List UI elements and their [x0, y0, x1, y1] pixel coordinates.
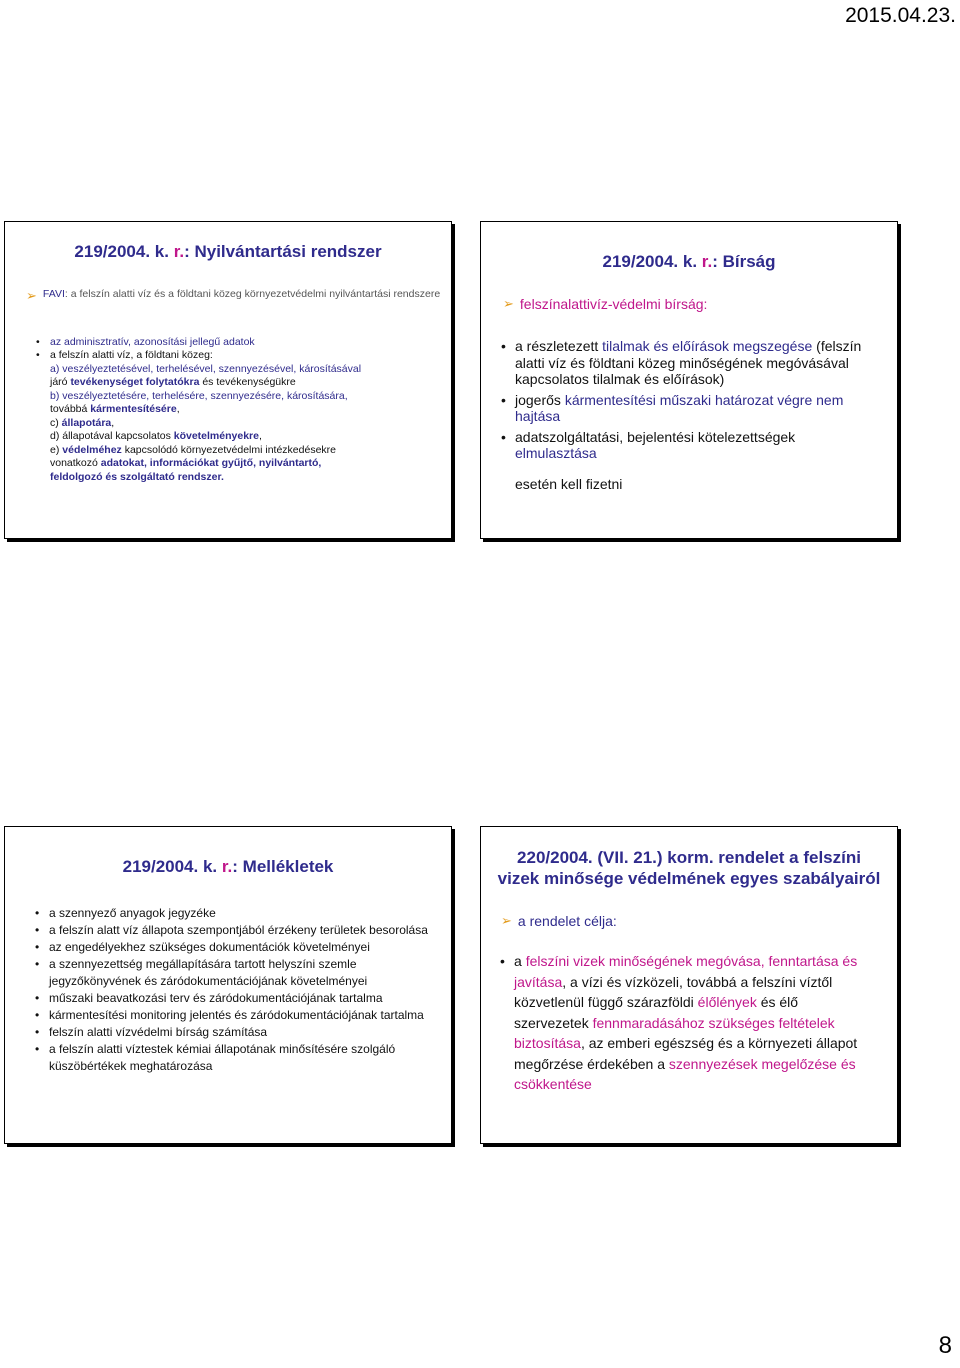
list-item: • a felszín alatti víz, a földtani közeg:: [50, 349, 451, 363]
slide-title: 219/2004. k. r.: Mellékletek: [122, 857, 334, 876]
paragraph-c: c) állapotára,: [50, 416, 115, 429]
bullet-list: [50, 336, 451, 363]
list-item: • felszín alatti vízvédelmi bírság számítása: [49, 1024, 431, 1041]
list-item: • műszaki beavatkozási terv és záródokumentációjának tartalma: [49, 990, 431, 1007]
list-item: • a felszín alatti víztestek kémiai állapotának minősítésére szolgáló küszöbértékek meghatározása: [49, 1041, 431, 1075]
list-item: • a szennyezettség megállapítására tartott helyszíni szemle jegyzőkönyvének és záródokumentációjának követelményei: [49, 956, 431, 990]
arrow-bullet-icon: ➢: [26, 288, 37, 303]
paragraph-d: d) állapotával kapcsolatos követelményekre,: [50, 430, 262, 443]
subheading: ➢ felszínalattivíz-védelmi bírság:: [503, 296, 708, 312]
paragraph-g: feldolgozó és szolgáltató rendszer.: [50, 470, 224, 483]
list-item: • adatszolgáltatási, bejelentési kötelezettségek elmulasztása: [515, 429, 877, 462]
list-item: • a részletezett tilalmak és előírások megszegése (felszín alatti víz és földtani közeg minőségének megóvásával kapcsolatos tilalmak és előírások): [515, 338, 877, 388]
arrow-bullet-icon: ➢: [501, 913, 512, 928]
slide-birsag: [480, 221, 898, 539]
paragraph-a: a) veszélyeztetésével, terhelésével, szennyezésével, károsításával: [50, 362, 362, 375]
page-number: 8: [938, 1332, 952, 1359]
list-item: • a felszíni vizek minőségének megóvása, fenntartása és javítása, a vízi és vízközeli, továbbá a felszíni víztől közvetlenül függő szárazföldi élőlények és élő szervezetek fennmaradásához szükséges feltételek biztosítása, az emberi egészség és a környezeti állapot megőrzése érdekében a szennyezések megelőzése és csökkentése: [514, 951, 869, 1095]
slide-title: 219/2004. k. r.: Nyilvántartási rendszer: [74, 242, 382, 261]
list-item: • a szennyező anyagok jegyzéke: [49, 905, 431, 922]
list-item: • kármentesítési monitoring jelentés és záródokumentációjának tartalma: [49, 1007, 431, 1024]
subheading: ➢ a rendelet célja:: [501, 913, 617, 929]
list-item: • a felszín alatt víz állapota szempontjából érzékeny területek besorolása: [49, 922, 431, 939]
paragraph-f: vonatkozó adatokat, információkat gyűjtő, nyilvántartó,: [50, 457, 322, 470]
arrow-bullet-icon: ➢: [503, 296, 514, 311]
list-item: • jogerős kármentesítési műszaki határozat végre nem hajtása: [515, 392, 877, 425]
bullet-list: [49, 905, 431, 1075]
slide-title: 219/2004. k. r.: Bírság: [602, 252, 776, 271]
header-date: 2015.04.23.: [845, 4, 956, 27]
slide-felszini-vizek: [480, 826, 898, 1144]
paragraph-b: b) veszélyeztetésére, terhelésére, szennyezésére, károsítására,: [50, 389, 348, 402]
slide-mellekletek: [4, 826, 452, 1144]
bullet-list: [515, 338, 877, 462]
paragraph-e: e) védelméhez kapcsolódó környezetvédelmi intézkedésekre: [50, 443, 336, 456]
closing-text: esetén kell fizetni: [515, 475, 623, 492]
list-item: • az engedélyekhez szükséges dokumentációk követelményei: [49, 939, 431, 956]
slide-title: 220/2004. (VII. 21.) korm. rendelet a felszíni vizek minősége védelmének egyes szabályairól: [497, 848, 881, 888]
list-item: • az adminisztratív, azonosítási jellegű adatok: [50, 336, 451, 350]
bullet-list: [514, 951, 869, 1095]
favi-definition: ➢ FAVI: a felszín alatti víz és a földtani közeg környezetvédelmi nyilvántartási rendszere: [26, 288, 441, 303]
paragraph-b2: továbbá kármentesítésére,: [50, 403, 180, 416]
slide-nyilvantartasi-rendszer: [4, 221, 452, 539]
paragraph-a2: járó tevékenységet folytatókra és tevékenységükre: [50, 376, 296, 389]
